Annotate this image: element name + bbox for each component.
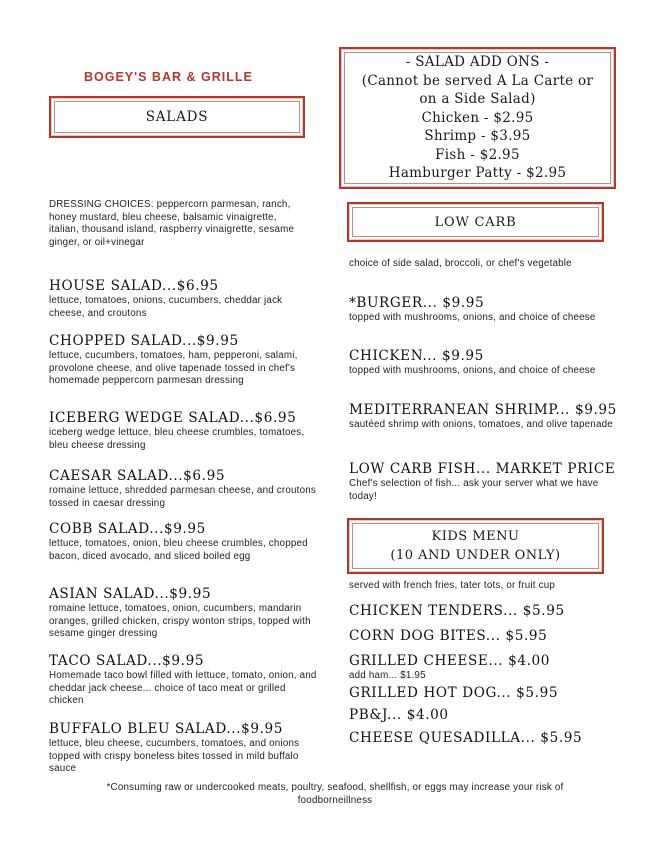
menu-item [349, 628, 619, 645]
menu-item-desc: Chef's selection of fish... ask your server what we have today! [349, 478, 599, 502]
menu-item [349, 295, 619, 325]
menu-item-title: ICEBERG WEDGE SALAD...$6.95 [49, 410, 297, 426]
menu-item-title: TACO SALAD...$9.95 [49, 653, 205, 669]
salads-heading: SALADS [145, 109, 209, 125]
menu-item-desc: iceberg wedge lettuce, bleu cheese crumbles, tomatoes, bleu cheese dressing [49, 427, 305, 451]
menu-item-title: BUFFALO BLEU SALAD...$9.95 [49, 721, 284, 737]
menu-item-title: CHOPPED SALAD...$9.95 [49, 333, 239, 349]
menu-item [349, 707, 619, 724]
addons-title: - SALAD ADD ONS - [405, 54, 550, 71]
kids-menu-age-limit: (10 AND UNDER ONLY) [390, 548, 561, 563]
menu-item [349, 402, 619, 432]
menu-item [349, 603, 619, 620]
addons-restriction: (Cannot be served A La Carte or [361, 72, 594, 89]
menu-item-title: CHICKEN... $9.95 [349, 348, 484, 364]
menu-item-title: *BURGER... $9.95 [349, 295, 485, 311]
menu-item-desc: sautéed shrimp with onions, tomatoes, and olive tapenade [349, 419, 613, 430]
addon-hamburger-patty: Hamburger Patty - $2.95 [388, 165, 567, 182]
menu-item-title: COBB SALAD...$9.95 [49, 521, 206, 537]
menu-item-desc: lettuce, cucumbers, tomatoes, ham, pepperoni, salami, provolone cheese, and olive tapenade tossed in chef's homemade peppercorn parmesan dressing [49, 350, 298, 387]
menu-item-title: HOUSE SALAD...$6.95 [49, 278, 219, 294]
food-safety-disclaimer: *Consuming raw or undercooked meats, poultry, seafood, shellfish, or eggs may increase your risk of foodborneillness [106, 782, 564, 806]
addons-restriction-cont: on a Side Salad) [419, 91, 536, 108]
menu-item-desc: romaine lettuce, shredded parmesan cheese, and croutons tossed in caesar dressing [49, 485, 316, 509]
menu-item-desc: topped with mushrooms, onions, and choice of cheese [349, 365, 596, 376]
menu-item-title: GRILLED HOT DOG... $5.95 [349, 685, 559, 701]
menu-item [349, 653, 619, 683]
menu-item-desc: romaine lettuce, tomatoes, onion, cucumbers, mandarin oranges, grilled chicken, crispy wonton strips, topped with sesame ginger dressing [49, 603, 311, 640]
kids-menu-note: served with french fries, tater tots, or fruit cup [349, 580, 556, 591]
menu-item [49, 468, 317, 510]
kids-menu-heading: KIDS MENU [431, 529, 520, 544]
menu-item-title: CAESAR SALAD...$6.95 [49, 468, 226, 484]
menu-item [349, 730, 619, 747]
menu-item [49, 521, 317, 563]
menu-item-title: PB&J... $4.00 [349, 707, 449, 723]
menu-item-desc: topped with mushrooms, onions, and choice of cheese [349, 312, 596, 323]
menu-item-desc: lettuce, tomatoes, onions, cucumbers, cheddar jack cheese, and croutons [49, 295, 283, 319]
menu-item [349, 348, 619, 378]
menu-item-title: MEDITERRANEAN SHRIMP... $9.95 [349, 402, 617, 418]
menu-item [49, 586, 317, 641]
salad-addons-box [339, 47, 616, 189]
addon-shrimp: Shrimp - $3.95 [424, 128, 531, 145]
low-carb-heading-box [347, 202, 604, 242]
menu-item [49, 653, 317, 708]
menu-item-title: CORN DOG BITES... $5.95 [349, 628, 548, 644]
menu-item-desc: add ham... $1.95 [349, 670, 426, 681]
restaurant-name: BOGEY'S BAR & GRILLE [84, 70, 253, 84]
menu-item-desc: lettuce, tomatoes, onion, bleu cheese crumbles, chopped bacon, diced avocado, and sliced boiled egg [49, 538, 308, 562]
menu-item [349, 685, 619, 702]
menu-item-title: GRILLED CHEESE... $4.00 [349, 653, 550, 669]
menu-item [349, 461, 619, 503]
menu-item-title: CHEESE QUESADILLA... $5.95 [349, 730, 583, 746]
menu-item-title: ASIAN SALAD...$9.95 [49, 586, 212, 602]
menu-item-title: CHICKEN TENDERS... $5.95 [349, 603, 565, 619]
low-carb-heading: LOW CARB [434, 214, 517, 230]
dressing-choices: DRESSING CHOICES: peppercorn parmesan, ranch, honey mustard, bleu cheese, balsamic vinaigrette, italian, thousand island, raspberry vinaigrette, sesame ginger, or oil+vinegar [49, 199, 295, 248]
menu-item [49, 721, 317, 776]
addon-chicken: Chicken - $2.95 [421, 109, 534, 126]
kids-menu-heading-box [347, 518, 604, 574]
menu-item-desc: Homemade taco bowl filled with lettuce, tomato, onion, and cheddar jack cheese... choice of taco meat or grilled chicken [49, 670, 317, 707]
menu-item-title: LOW CARB FISH... MARKET PRICE [349, 461, 616, 477]
menu-item [49, 278, 317, 320]
menu-item-desc: lettuce, bleu cheese, cucumbers, tomatoes, and onions topped with crispy boneless bites tossed in mild buffalo sauce [49, 738, 300, 775]
menu-item [49, 410, 317, 452]
addon-fish: Fish - $2.95 [435, 146, 520, 163]
low-carb-note: choice of side salad, broccoli, or chef's vegetable [349, 258, 572, 269]
salads-heading-box [49, 96, 305, 138]
menu-item [49, 333, 317, 388]
